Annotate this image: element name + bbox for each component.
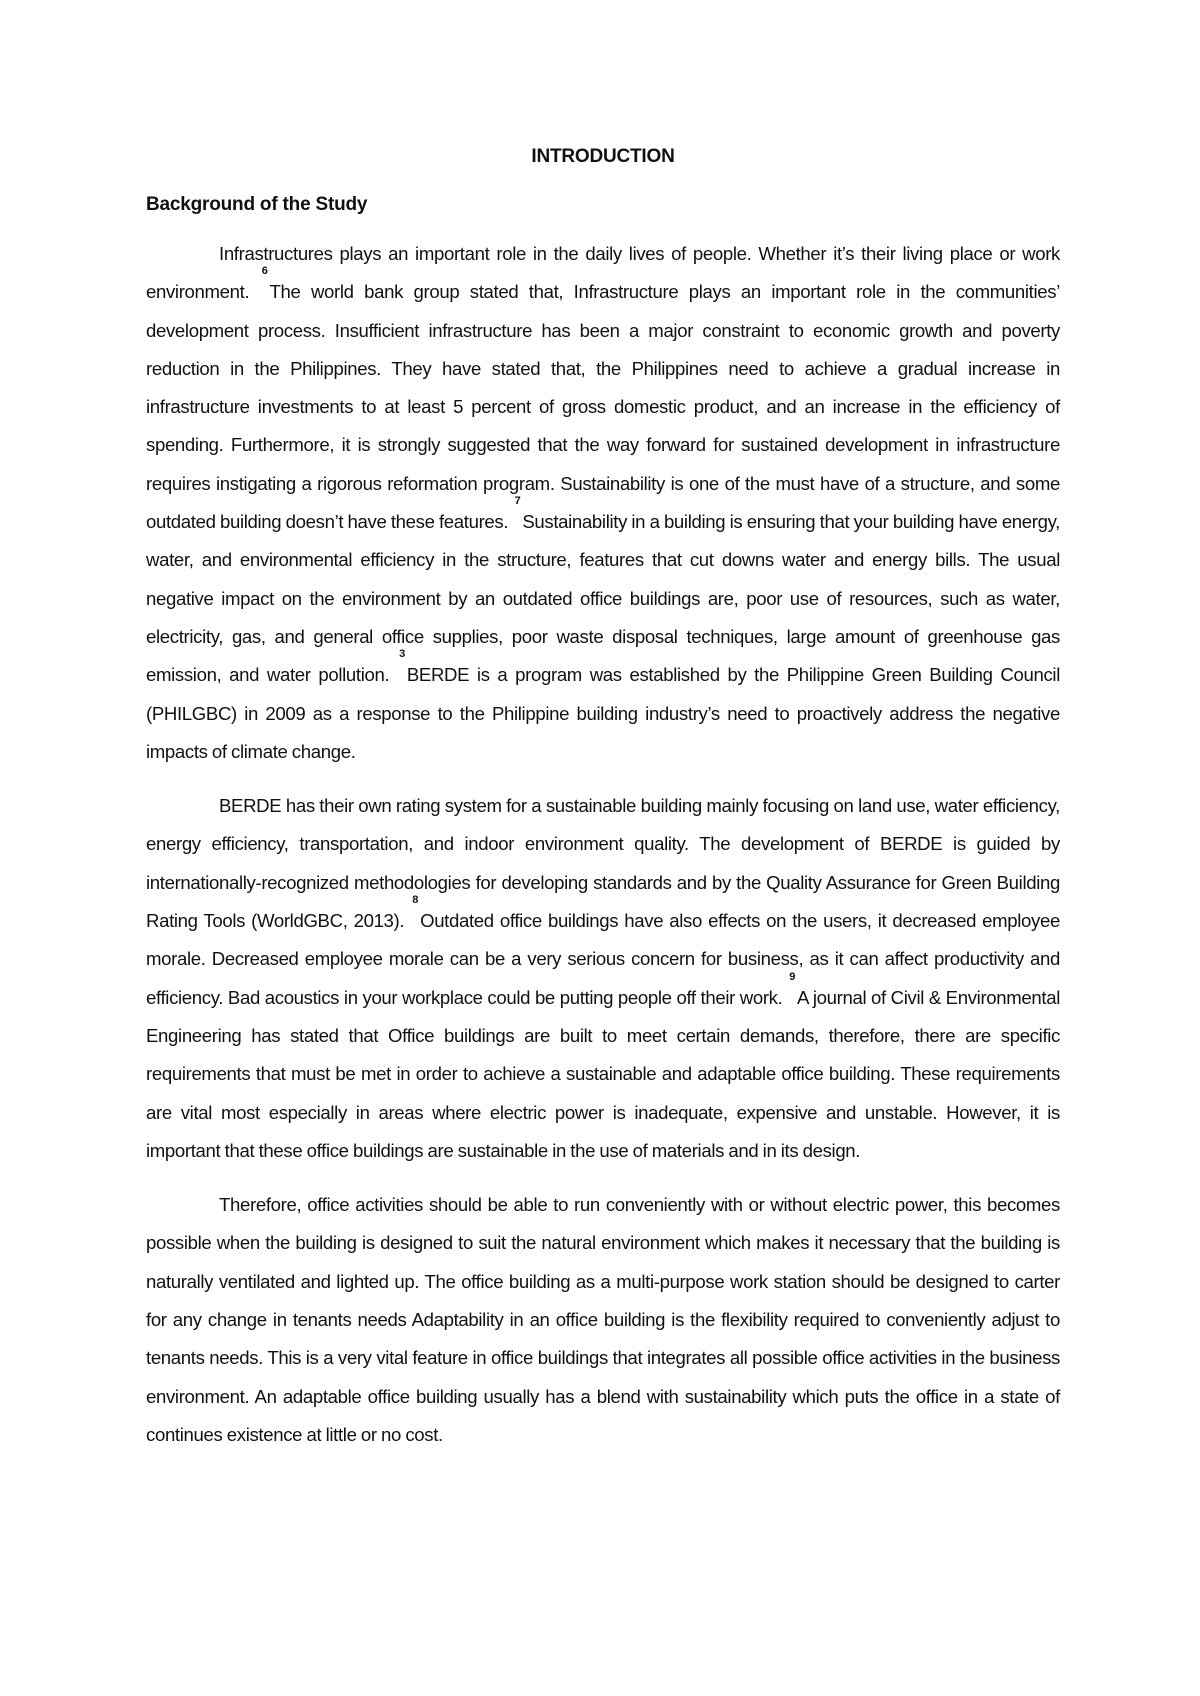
footnote-marker: 3 xyxy=(399,648,405,661)
paragraph-text: Infrastructures plays an important role in the daily lives of people. Whether it’s their living place or work environment. xyxy=(146,243,1060,303)
paragraph-2 xyxy=(146,787,1060,1170)
footnote-marker: 9 xyxy=(789,970,796,983)
footnote-marker: 7 xyxy=(514,495,521,508)
page-content xyxy=(146,145,1060,1470)
paragraph-1 xyxy=(146,235,1060,771)
paragraph-3 xyxy=(146,1186,1060,1454)
footnote-marker: 8 xyxy=(412,894,419,907)
section-heading: Background of the Study xyxy=(146,194,368,215)
document-title: INTRODUCTION xyxy=(531,146,675,167)
paragraph-text: Outdated office buildings have also effects on the users, it decreased employee morale. Decreased employee morale can be a very serious concern for business, as it can affect productivity and efficiency. Bad acoustics in your workplace could be putting people off their work. xyxy=(146,910,1060,1008)
paragraph-text: The world bank group stated that, Infrastructure plays an important role in the communities’ development process. Insufficient infrastructure has been a major constraint to economic growth and poverty reduction in the Philippines. They have stated that, the Philippines need to achieve a gradual increase in infrastructure investments to at least 5 percent of gross domestic product, and an increase in the efficiency of spending. Furthermore, it is strongly suggested that the way forward for sustained development in infrastructure requires instigating a rigorous reformation program. Sustainability is one of the must have of a structure, and some outdated building doesn’t have these features. xyxy=(146,281,1060,533)
paragraph-text: Therefore, office activities should be able to run conveniently with or without electric power, this becomes possible when the building is designed to suit the natural environment which makes it necessary that the building is naturally ventilated and lighted up. The office building as a multi-purpose work station should be designed to carter for any change in tenants needs Adaptability in an office building is the flexibility required to conveniently adjust to tenants needs. This is a very vital feature in office buildings that integrates all possible office activities in the business environment. An adaptable office building usually has a blend with sustainability which puts the office in a state of continues existence at little or no cost. xyxy=(146,1194,1060,1445)
footnote-marker: 6 xyxy=(261,265,268,278)
paragraph-text: BERDE has their own rating system for a sustainable building mainly focusing on land use, water efficiency, energy efficiency, transportation, and indoor environment quality. The development of BERDE is guided by internationally-recognized methodologies for developing standards and by the Quality Assurance for Green Building Rating Tools (WorldGBC, 2013). xyxy=(146,795,1060,932)
paragraph-text: BERDE is a program was established by the Philippine Green Building Council (PHILGBC) in 2009 as a response to the Philippine building industry’s need to proactively address the negative impacts of climate change. xyxy=(146,664,1060,762)
paragraph-text: A journal of Civil & Environmental Engineering has stated that Office buildings are built to meet certain demands, therefore, there are specific requirements that must be met in order to achieve a sustainable and adaptable office building. These requirements are vital most especially in areas where electric power is inadequate, expensive and unstable. However, it is important that these office buildings are sustainable in the use of materials and in its design. xyxy=(146,986,1060,1161)
paragraph-text: Sustainability in a building is ensuring that your building have energy, water, and environmental efficiency in the structure, features that cut downs water and energy bills. The usual negative impact on the environment by an outdated office buildings are, poor use of resources, such as water, electricity, gas, and general office supplies, poor waste disposal techniques, large amount of greenhouse gas emission, and water pollution. xyxy=(146,511,1061,686)
